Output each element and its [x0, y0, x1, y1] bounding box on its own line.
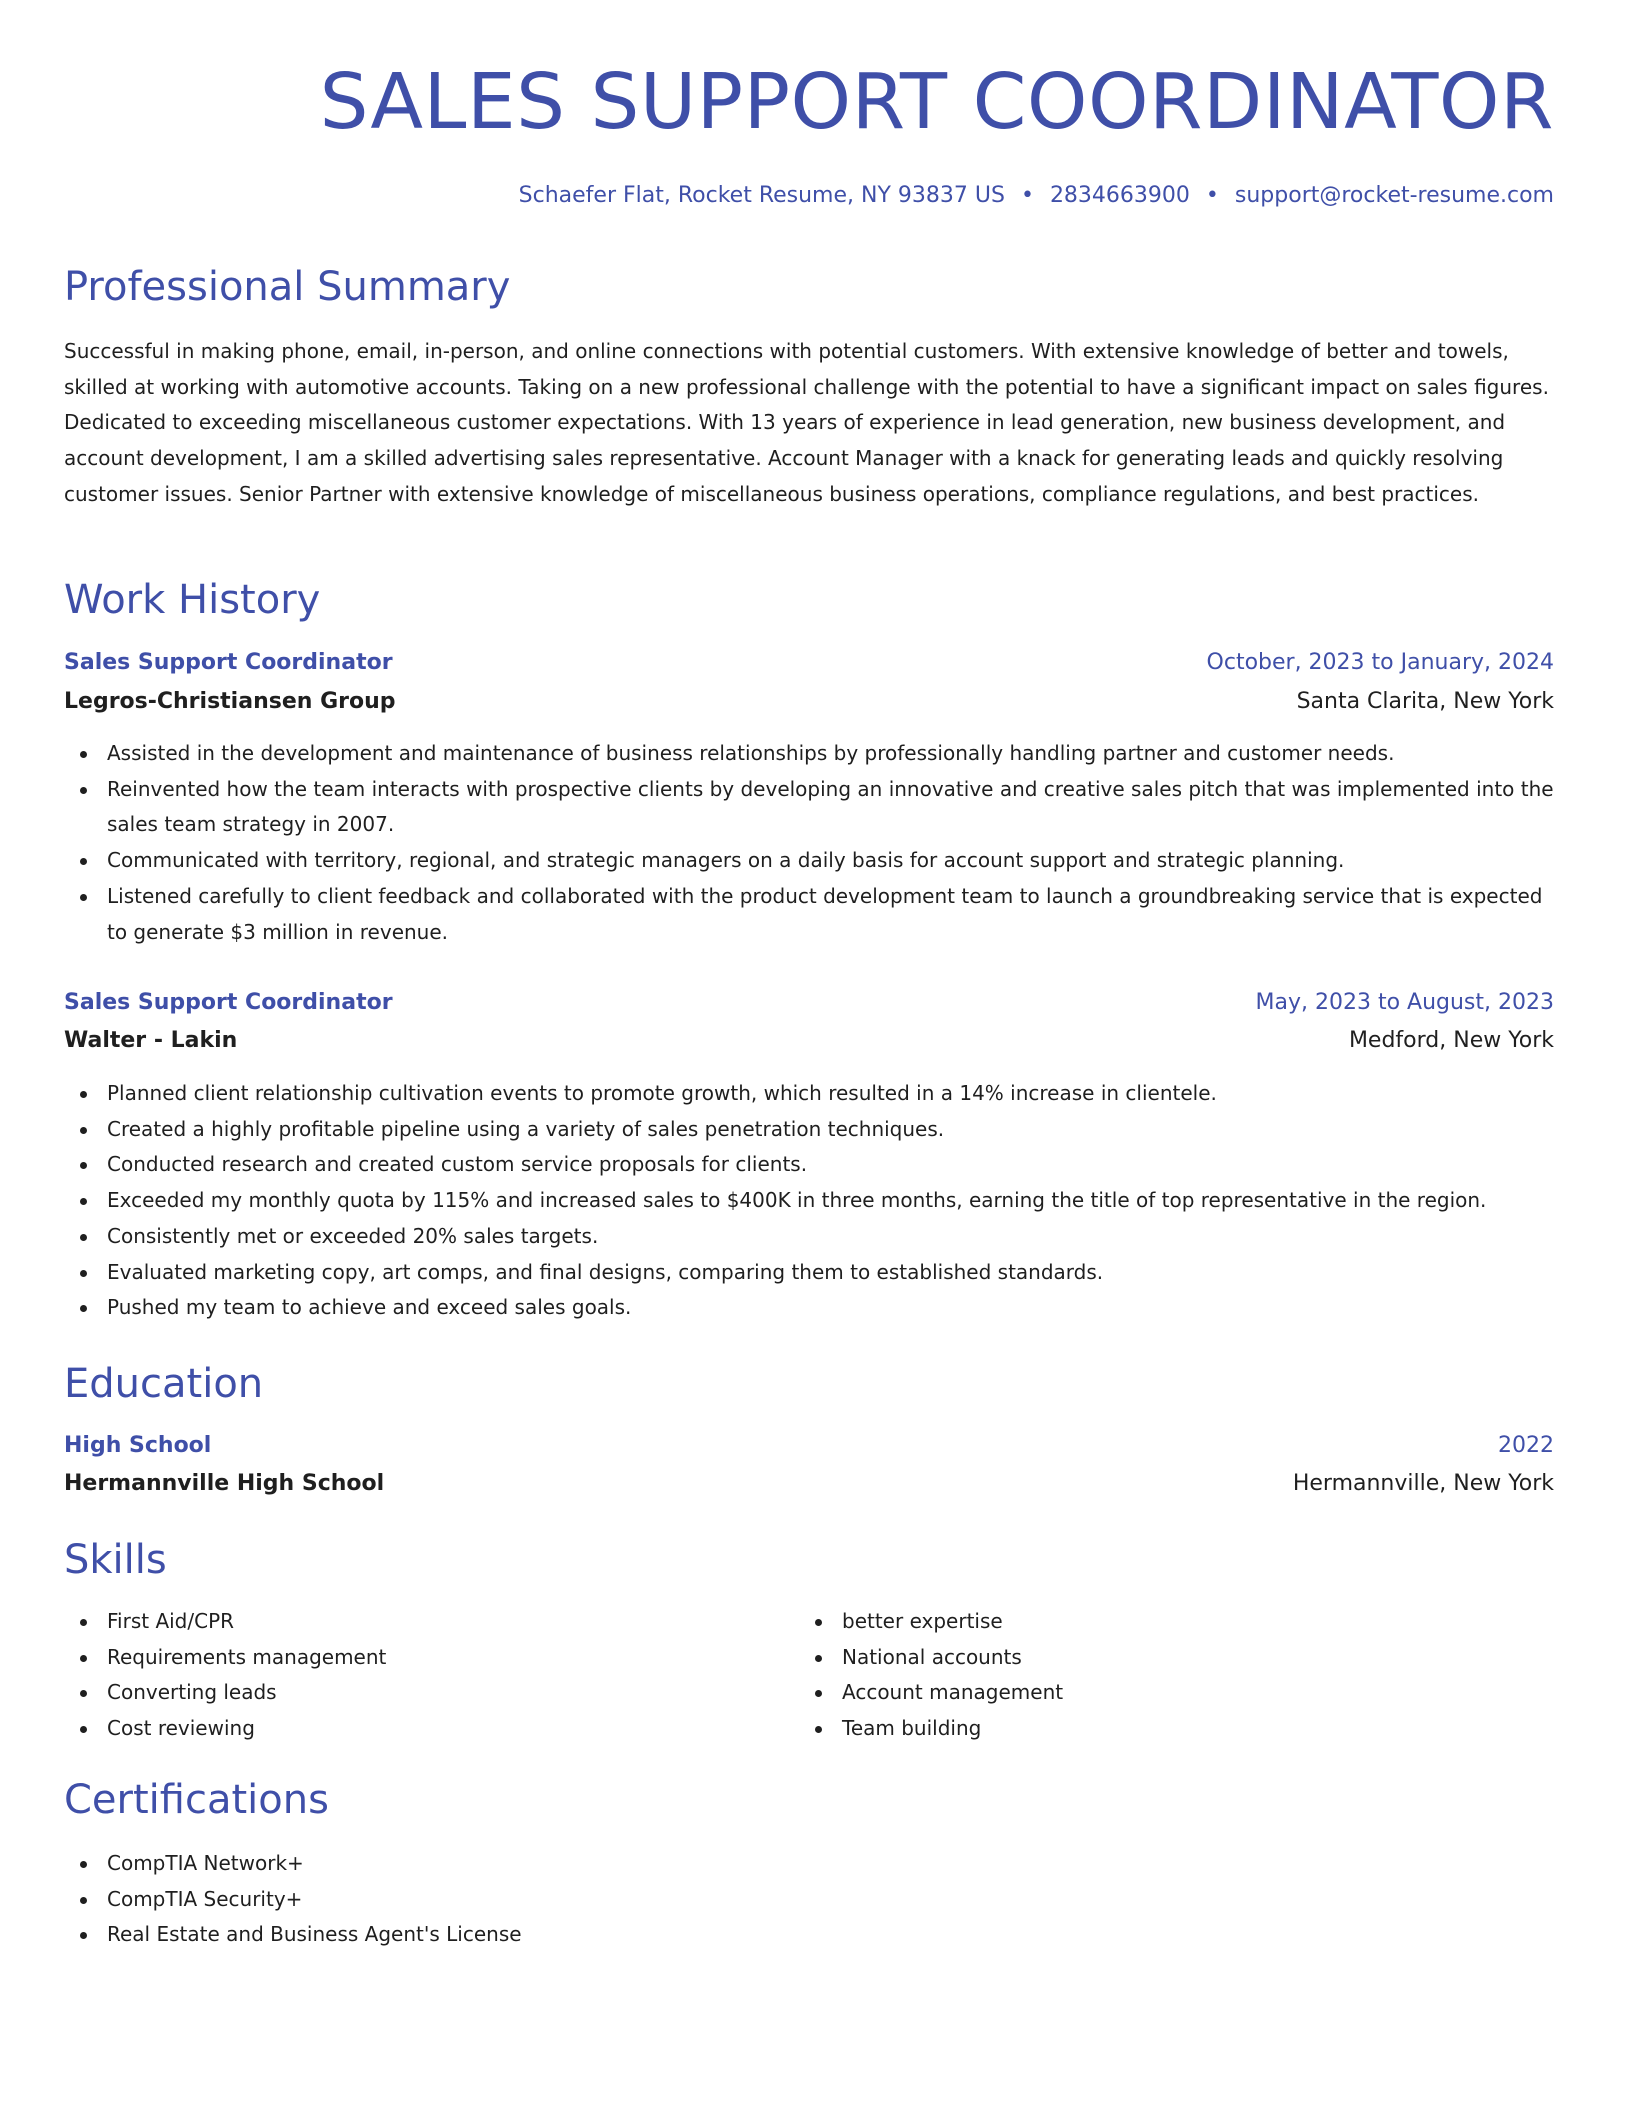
contact-email[interactable]: support@rocket-resume.com: [1234, 183, 1554, 208]
skills-list-left: [64, 1604, 797, 1747]
list-item: CompTIA Security+: [107, 1882, 1554, 1918]
contact-separator: •: [1205, 183, 1219, 208]
job-title: Sales Support Coordinator: [64, 650, 393, 675]
education-heading: Education: [64, 1361, 264, 1407]
list-item: First Aid/CPR: [107, 1604, 797, 1640]
skills-heading: Skills: [64, 1537, 167, 1583]
job-company: Legros-Christiansen Group: [64, 689, 396, 714]
job-header-row: [64, 646, 1554, 680]
certifications-list: [64, 1846, 1554, 1953]
summary-heading: Professional Summary: [64, 264, 511, 310]
list-item: Consistently met or exceeded 20% sales targets.: [107, 1219, 1554, 1255]
list-item: Real Estate and Business Agent's License: [107, 1917, 1554, 1953]
list-item: Cost reviewing: [107, 1711, 797, 1747]
list-item: Account management: [842, 1675, 1532, 1711]
job-bullets: [64, 736, 1554, 950]
list-item: Pushed my team to achieve and exceed sales goals.: [107, 1290, 1554, 1326]
education-location: Hermannville, New York: [1292, 1471, 1554, 1496]
skills-list-right: [799, 1604, 1532, 1747]
list-item: Communicated with territory, regional, and strategic managers on a daily basis for account support and strategic planning.: [107, 843, 1554, 879]
contact-separator: •: [1020, 183, 1034, 208]
education-year: 2022: [1498, 1433, 1554, 1458]
list-item: Conducted research and created custom service proposals for clients.: [107, 1147, 1554, 1183]
list-item: Requirements management: [107, 1640, 797, 1676]
education-school-row: [64, 1467, 1554, 1501]
list-item: Listened carefully to client feedback and collaborated with the product development team to launch a groundbreaking service that is expected to generate $3 million in revenue.: [107, 879, 1554, 950]
list-item: Evaluated marketing copy, art comps, and final designs, comparing them to established standards.: [107, 1255, 1554, 1291]
job-header-row: [64, 986, 1554, 1020]
list-item: Created a highly profitable pipeline using a variety of sales penetration techniques.: [107, 1112, 1554, 1148]
job-company-row: [64, 685, 1554, 719]
list-item: Team building: [842, 1711, 1532, 1747]
job-company: Walter - Lakin: [64, 1028, 238, 1053]
contact-phone: 2834663900: [1049, 183, 1190, 208]
job-bullets: [64, 1076, 1554, 1326]
list-item: CompTIA Network+: [107, 1846, 1554, 1882]
work-history-heading: Work History: [64, 577, 321, 623]
list-item: Exceeded my monthly quota by 115% and increased sales to $400K in three months, earning the title of top representative in the region.: [107, 1183, 1554, 1219]
job-location: Santa Clarita, New York: [1296, 689, 1554, 714]
education-header-row: [64, 1429, 1554, 1463]
job-dates: May, 2023 to August, 2023: [1255, 990, 1554, 1015]
list-item: Assisted in the development and maintenance of business relationships by professionally handling partner and customer needs.: [107, 736, 1554, 772]
resume-title: SALES SUPPORT COORDINATOR: [319, 58, 1554, 147]
education-degree: High School: [64, 1433, 212, 1458]
list-item: better expertise: [842, 1604, 1532, 1640]
contact-address: Schaefer Flat, Rocket Resume, NY 93837 US: [518, 183, 1005, 208]
list-item: Planned client relationship cultivation events to promote growth, which resulted in a 14% increase in clientele.: [107, 1076, 1554, 1112]
list-item: Reinvented how the team interacts with prospective clients by developing an innovative and creative sales pitch that was implemented into the sales team strategy in 2007.: [107, 772, 1554, 843]
job-title: Sales Support Coordinator: [64, 990, 393, 1015]
education-school: Hermannville High School: [64, 1471, 385, 1496]
summary-text: Successful in making phone, email, in-person, and online connections with potential customers. With extensive knowledge of better and towels, skilled at working with automotive accounts. Taking on a new professional challenge with the potential to have a significant impact on sales figures. Dedicated to exceeding miscellaneous customer expectations. With 13 years of experience in lead generation, new business development, and account development, I am a skilled advertising sales representative. Account Manager with a knack for generating leads and quickly resolving customer issues. Senior Partner with extensive knowledge of miscellaneous business operations, compliance regulations, and best practices.: [64, 339, 1549, 506]
job-dates: October, 2023 to January, 2024: [1206, 650, 1554, 675]
job-location: Medford, New York: [1348, 1028, 1554, 1053]
contact-line: [519, 181, 1554, 211]
job-company-row: [64, 1024, 1554, 1058]
list-item: National accounts: [842, 1640, 1532, 1676]
list-item: Converting leads: [107, 1675, 797, 1711]
certifications-heading: Certifications: [64, 1777, 329, 1823]
